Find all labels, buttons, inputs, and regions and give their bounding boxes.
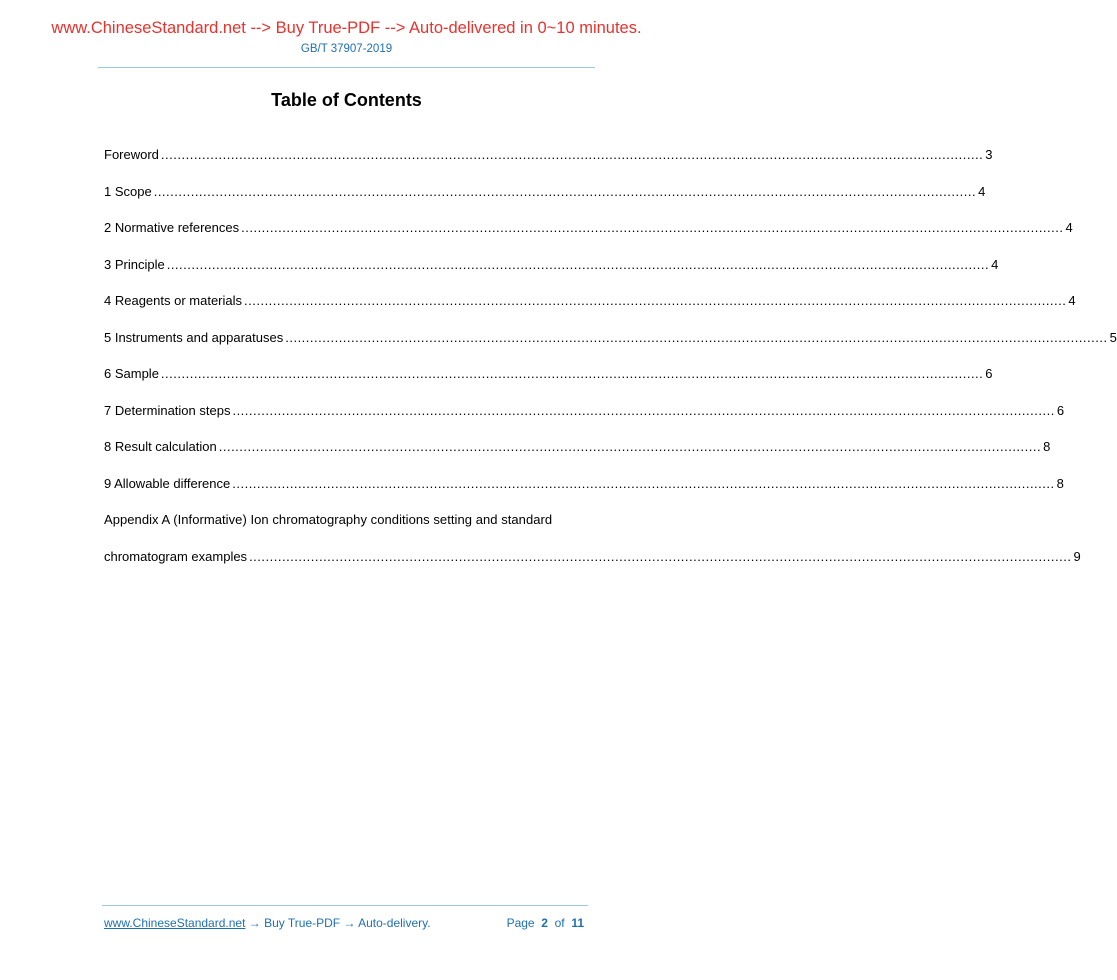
toc-entry-appendix-a-line1[interactable]: Appendix A (Informative) Ion chromatography conditions setting and standard [104,512,553,527]
page-title: Table of Contents [271,90,422,110]
toc-entry-foreword[interactable] [104,147,993,162]
toc-leader-dots: ........................................................................................................................................................................................................ [160,147,984,162]
toc-entry-page: 4 [1065,220,1073,235]
toc-entry-allowable-difference[interactable] [104,475,1064,491]
toc-leader-dots: ........................................................................................................................................................................................................ [218,439,1042,454]
toc-entry-scope[interactable] [104,183,986,199]
toc-entry-label: 8 Result calculation [104,439,217,454]
top-banner[interactable]: www.ChineseStandard.net --> Buy True-PDF --> Auto-delivered in 0~10 minutes. [51,19,642,37]
toc-entry-page: 9 [1073,548,1081,564]
toc-entry-page: 5 [1109,329,1117,345]
toc-entry-label: 7 Determination steps [104,402,231,418]
toc-entry-instruments[interactable] [104,329,1117,345]
table-of-contents [104,147,1117,585]
footer-promo-text: → Buy True-PDF → Auto-delivery. [245,916,431,930]
toc-leader-dots: ........................................................................................................................................................................................................ [232,402,1055,418]
toc-leader-dots: ........................................................................................................................................................................................................ [285,329,1108,345]
toc-leader-dots: ........................................................................................................................................................................................................ [160,366,984,381]
toc-entry-label: 2 Normative references [104,220,240,235]
footer-link[interactable]: www.ChineseStandard.net [104,916,246,930]
toc-entry-label: 5 Instruments and apparatuses [104,329,284,345]
toc-entry-determination-steps[interactable] [104,402,1065,418]
toc-entry-result-calculation[interactable] [104,439,1051,454]
page-footer [104,916,584,932]
toc-entry-sample[interactable] [104,366,993,381]
toc-entry-page: 8 [1043,439,1051,454]
toc-leader-dots: ........................................................................................................................................................................................................ [153,183,977,199]
header-divider [98,67,595,68]
page-number [507,916,584,930]
toc-entry-principle[interactable] [104,256,999,272]
toc-leader-dots: ........................................................................................................................................................................................................ [249,548,1072,564]
toc-entry-page: 4 [978,183,986,199]
page-current: 2 [541,916,548,930]
page-word: Page [506,916,535,930]
toc-entry-label: 6 Sample [104,366,159,381]
toc-entry-appendix-a-line2[interactable] [104,548,1081,564]
page-total: 11 [571,916,584,930]
toc-entry-page: 6 [1056,402,1065,418]
of-word: of [554,916,565,930]
toc-entry-page: 3 [985,147,993,162]
toc-entry-normative-references[interactable] [104,220,1073,235]
toc-entry-page: 6 [985,366,993,381]
toc-leader-dots: ........................................................................................................................................................................................................ [241,220,1064,235]
toc-leader-dots: ........................................................................................................................................................................................................ [244,293,1067,308]
footer-divider [102,905,588,906]
toc-entry-label: chromatogram examples [104,548,248,564]
toc-entry-label: 1 Scope [104,183,152,199]
toc-entry-label: 4 Reagents or materials [104,293,243,308]
toc-entry-label: 9 Allowable difference [104,475,231,491]
toc-entry-page: 8 [1056,475,1064,491]
toc-entry-reagents[interactable] [104,293,1076,308]
toc-entry-page: 4 [991,256,999,272]
toc-leader-dots: ........................................................................................................................................................................................................ [166,256,990,272]
toc-entry-page: 4 [1068,293,1076,308]
toc-entry-label: Foreword [104,147,159,162]
standard-code: GB/T 37907-2019 [300,43,393,55]
toc-leader-dots: ........................................................................................................................................................................................................ [232,475,1055,491]
toc-entry-label: 3 Principle [104,256,165,272]
footer-promo [104,916,431,930]
